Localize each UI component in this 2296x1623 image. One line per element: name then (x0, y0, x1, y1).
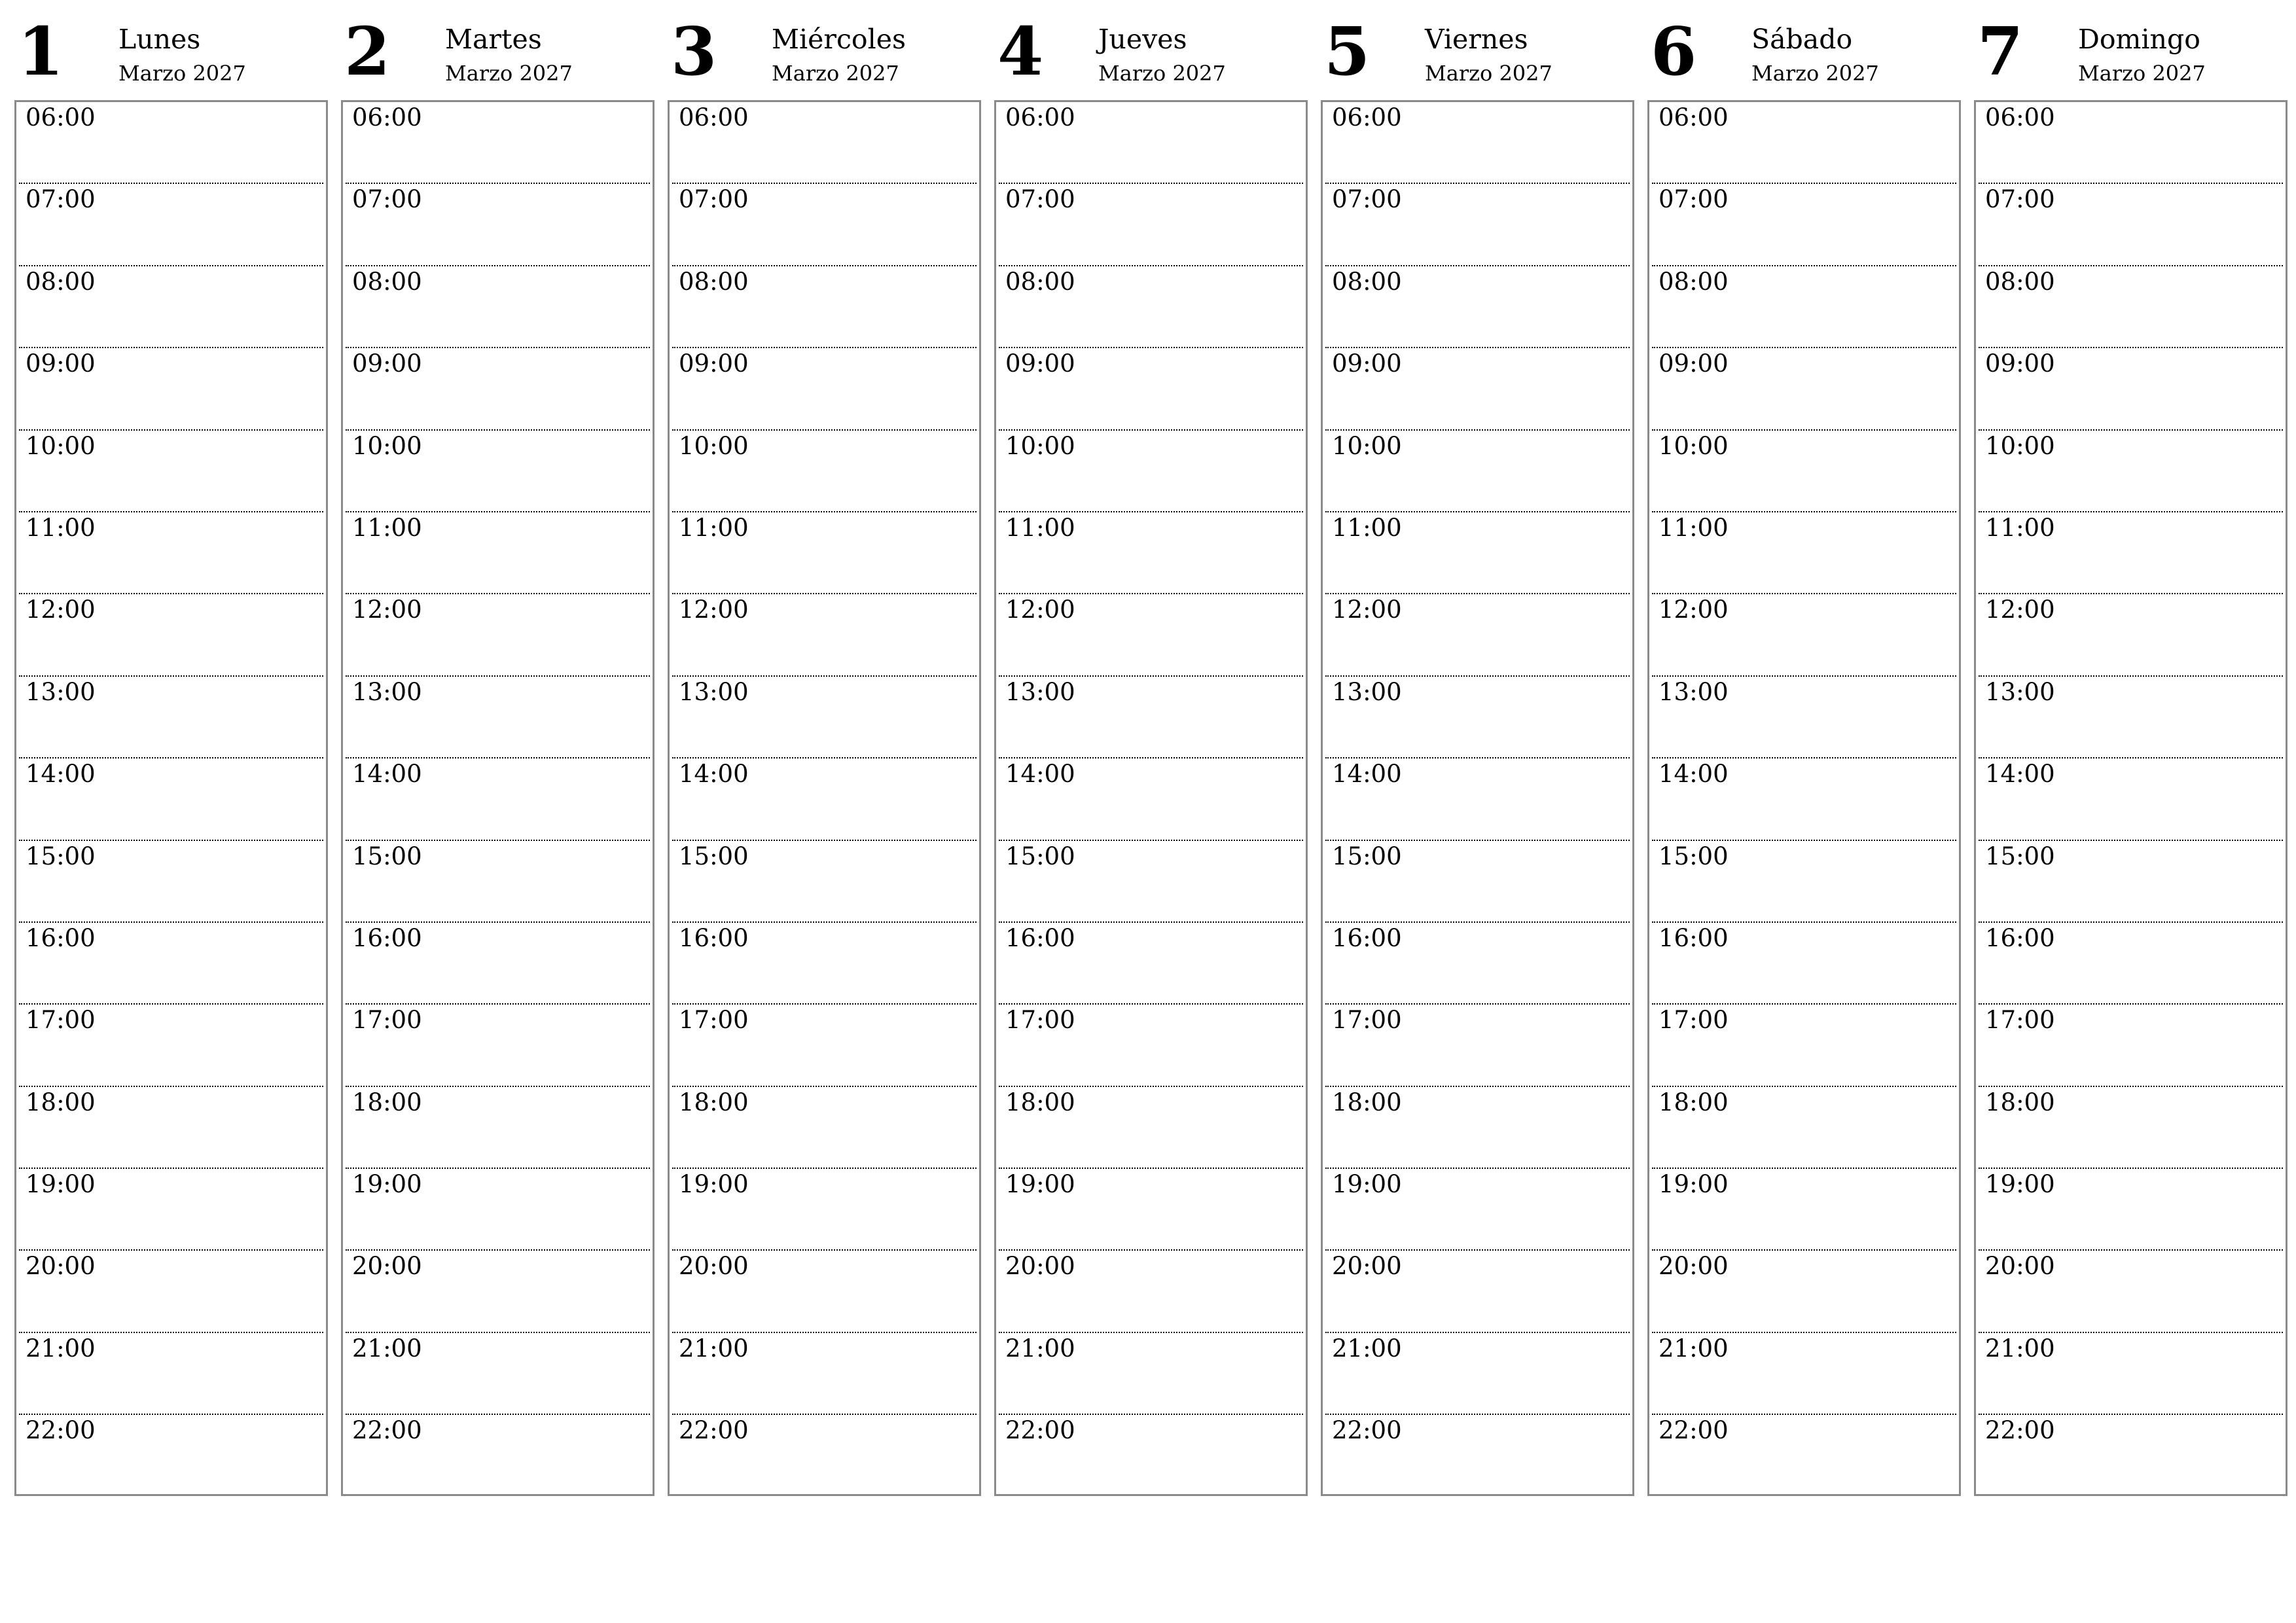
hour-slot[interactable] (1325, 1005, 1630, 1086)
hour-slot[interactable] (1325, 512, 1630, 594)
hour-slot[interactable] (1325, 923, 1630, 1005)
day-column-domingo (1974, 14, 2287, 1500)
hour-slot[interactable] (999, 184, 1303, 266)
hour-label: 15:00 (352, 842, 422, 870)
hour-label: 08:00 (1005, 267, 1075, 296)
hour-label: 22:00 (679, 1416, 749, 1445)
hour-slot[interactable] (672, 841, 977, 923)
hour-slot[interactable] (1979, 1087, 2283, 1169)
hour-label: 07:00 (26, 185, 96, 214)
hour-label: 12:00 (352, 596, 422, 624)
day-header (994, 14, 1308, 100)
hour-slot[interactable] (346, 1087, 650, 1169)
hour-slot[interactable] (346, 431, 650, 512)
hour-label: 12:00 (26, 596, 96, 624)
hour-slot[interactable] (1979, 758, 2283, 840)
hour-slot[interactable] (672, 1415, 977, 1497)
hour-label: 18:00 (1005, 1088, 1075, 1116)
hour-slot[interactable] (1979, 348, 2283, 430)
hour-slot[interactable] (19, 184, 323, 266)
hour-slot[interactable] (1325, 1169, 1630, 1251)
hour-label: 20:00 (1332, 1252, 1402, 1281)
hour-slot[interactable] (672, 512, 977, 594)
hour-slot[interactable] (19, 677, 323, 758)
hour-label: 15:00 (1332, 842, 1402, 870)
hour-slot[interactable] (999, 1087, 1303, 1169)
hour-label: 21:00 (1005, 1334, 1075, 1363)
hour-slot[interactable] (1652, 102, 1956, 184)
hour-label: 10:00 (679, 431, 749, 460)
day-name: Domingo (2078, 24, 2200, 55)
hour-label: 18:00 (26, 1088, 96, 1116)
day-name: Viernes (1425, 24, 1528, 55)
hour-label: 11:00 (352, 513, 422, 542)
month-label: Marzo 2027 (118, 61, 246, 86)
hour-label: 17:00 (1659, 1006, 1729, 1035)
day-column-lunes (14, 14, 328, 1500)
hour-label: 08:00 (1985, 267, 2055, 296)
hour-label: 06:00 (1332, 103, 1402, 132)
hour-slot[interactable] (1652, 1169, 1956, 1251)
hour-label: 14:00 (679, 760, 749, 789)
hour-slot[interactable] (999, 677, 1303, 758)
hour-label: 22:00 (1659, 1416, 1729, 1445)
hour-slot[interactable] (19, 512, 323, 594)
hour-slot[interactable] (672, 1169, 977, 1251)
hour-slot[interactable] (672, 266, 977, 348)
day-column-martes (341, 14, 655, 1500)
hour-label: 13:00 (1005, 677, 1075, 706)
hour-slot[interactable] (672, 1087, 977, 1169)
hour-label: 11:00 (679, 513, 749, 542)
hour-label: 21:00 (1985, 1334, 2055, 1363)
hour-label: 09:00 (1332, 349, 1402, 378)
hour-label: 06:00 (679, 103, 749, 132)
day-number: 2 (344, 12, 391, 90)
hour-grid-day-5 (1321, 100, 1634, 1496)
hour-slot[interactable] (19, 1087, 323, 1169)
hour-slot[interactable] (19, 102, 323, 184)
hour-label: 22:00 (26, 1416, 96, 1445)
hour-label: 10:00 (1332, 431, 1402, 460)
hour-slot[interactable] (1652, 594, 1956, 676)
hour-slot[interactable] (1652, 1087, 1956, 1169)
hour-slot[interactable] (672, 758, 977, 840)
day-number: 3 (671, 12, 717, 90)
hour-slot[interactable] (1979, 431, 2283, 512)
hour-slot[interactable] (1325, 184, 1630, 266)
hour-label: 09:00 (1005, 349, 1075, 378)
hour-label: 06:00 (26, 103, 96, 132)
hour-slot[interactable] (999, 841, 1303, 923)
hour-slot[interactable] (1652, 348, 1956, 430)
hour-label: 12:00 (1332, 596, 1402, 624)
hour-label: 16:00 (1005, 923, 1075, 952)
month-label: Marzo 2027 (1425, 61, 1552, 86)
hour-label: 13:00 (26, 677, 96, 706)
hour-label: 10:00 (26, 431, 96, 460)
hour-slot[interactable] (19, 1415, 323, 1497)
hour-slot[interactable] (1325, 1087, 1630, 1169)
hour-label: 21:00 (1659, 1334, 1729, 1363)
hour-label: 16:00 (1332, 923, 1402, 952)
hour-slot[interactable] (1979, 266, 2283, 348)
hour-slot[interactable] (672, 102, 977, 184)
hour-label: 22:00 (1005, 1416, 1075, 1445)
hour-label: 10:00 (352, 431, 422, 460)
hour-slot[interactable] (1325, 677, 1630, 758)
hour-slot[interactable] (1325, 1415, 1630, 1497)
day-column-viernes (1321, 14, 1634, 1500)
hour-label: 15:00 (26, 842, 96, 870)
hour-label: 10:00 (1659, 431, 1729, 460)
hour-slot[interactable] (346, 1169, 650, 1251)
hour-slot[interactable] (1652, 923, 1956, 1005)
day-number: 6 (1651, 12, 1697, 90)
hour-slot[interactable] (999, 1169, 1303, 1251)
hour-slot[interactable] (999, 431, 1303, 512)
hour-label: 18:00 (1332, 1088, 1402, 1116)
hour-label: 18:00 (1659, 1088, 1729, 1116)
day-number: 7 (1977, 12, 2024, 90)
hour-label: 21:00 (679, 1334, 749, 1363)
hour-label: 11:00 (1985, 513, 2055, 542)
hour-slot[interactable] (19, 431, 323, 512)
hour-slot[interactable] (672, 923, 977, 1005)
hour-label: 18:00 (679, 1088, 749, 1116)
hour-label: 11:00 (26, 513, 96, 542)
hour-label: 16:00 (1659, 923, 1729, 952)
hour-slot[interactable] (346, 594, 650, 676)
day-number: 4 (997, 12, 1044, 90)
hour-label: 16:00 (679, 923, 749, 952)
hour-label: 20:00 (26, 1252, 96, 1281)
hour-label: 07:00 (1005, 185, 1075, 214)
hour-label: 12:00 (1005, 596, 1075, 624)
hour-slot[interactable] (1979, 1251, 2283, 1332)
hour-grid-day-1 (14, 100, 328, 1496)
hour-slot[interactable] (1652, 431, 1956, 512)
hour-slot[interactable] (672, 431, 977, 512)
month-label: Marzo 2027 (772, 61, 899, 86)
hour-slot[interactable] (1979, 923, 2283, 1005)
hour-slot[interactable] (999, 512, 1303, 594)
hour-label: 11:00 (1005, 513, 1075, 542)
hour-grid-day-4 (994, 100, 1308, 1496)
hour-grid-day-7 (1974, 100, 2287, 1496)
hour-slot[interactable] (1979, 594, 2283, 676)
hour-label: 20:00 (1985, 1252, 2055, 1281)
hour-slot[interactable] (672, 1333, 977, 1415)
hour-slot[interactable] (1979, 1415, 2283, 1497)
hour-slot[interactable] (672, 677, 977, 758)
hour-slot[interactable] (1652, 1251, 1956, 1332)
hour-slot[interactable] (672, 1005, 977, 1086)
hour-slot[interactable] (1979, 1333, 2283, 1415)
hour-label: 19:00 (1659, 1170, 1729, 1199)
hour-slot[interactable] (1979, 1005, 2283, 1086)
hour-label: 19:00 (1005, 1170, 1075, 1199)
hour-label: 13:00 (679, 677, 749, 706)
hour-slot[interactable] (346, 677, 650, 758)
hour-grid-day-2 (341, 100, 655, 1496)
day-column-sabado (1647, 14, 1961, 1500)
hour-slot[interactable] (999, 1415, 1303, 1497)
hour-slot[interactable] (1979, 677, 2283, 758)
hour-slot[interactable] (1325, 348, 1630, 430)
hour-label: 11:00 (1659, 513, 1729, 542)
hour-label: 22:00 (352, 1416, 422, 1445)
hour-slot[interactable] (346, 1415, 650, 1497)
day-header (14, 14, 328, 100)
hour-slot[interactable] (672, 348, 977, 430)
hour-label: 07:00 (1332, 185, 1402, 214)
day-column-miercoles (668, 14, 981, 1500)
hour-slot[interactable] (19, 1169, 323, 1251)
hour-slot[interactable] (1979, 184, 2283, 266)
hour-slot[interactable] (1979, 512, 2283, 594)
hour-label: 12:00 (1659, 596, 1729, 624)
hour-slot[interactable] (19, 594, 323, 676)
hour-slot[interactable] (346, 758, 650, 840)
hour-label: 14:00 (1659, 760, 1729, 789)
hour-label: 19:00 (1985, 1170, 2055, 1199)
hour-label: 17:00 (1332, 1006, 1402, 1035)
hour-slot[interactable] (672, 594, 977, 676)
hour-label: 13:00 (1985, 677, 2055, 706)
hour-label: 16:00 (1985, 923, 2055, 952)
hour-label: 17:00 (352, 1006, 422, 1035)
hour-slot[interactable] (999, 923, 1303, 1005)
month-label: Marzo 2027 (445, 61, 573, 86)
hour-label: 09:00 (352, 349, 422, 378)
month-label: Marzo 2027 (2078, 61, 2206, 86)
hour-label: 07:00 (1659, 185, 1729, 214)
hour-label: 14:00 (1005, 760, 1075, 789)
hour-slot[interactable] (999, 1251, 1303, 1332)
hour-label: 09:00 (1985, 349, 2055, 378)
hour-slot[interactable] (19, 841, 323, 923)
hour-label: 19:00 (26, 1170, 96, 1199)
hour-label: 10:00 (1005, 431, 1075, 460)
hour-slot[interactable] (19, 348, 323, 430)
hour-slot[interactable] (346, 512, 650, 594)
hour-slot[interactable] (672, 1251, 977, 1332)
hour-slot[interactable] (1979, 841, 2283, 923)
hour-label: 22:00 (1985, 1416, 2055, 1445)
hour-slot[interactable] (1325, 1333, 1630, 1415)
hour-slot[interactable] (346, 841, 650, 923)
hour-label: 19:00 (352, 1170, 422, 1199)
hour-slot[interactable] (1652, 266, 1956, 348)
hour-slot[interactable] (999, 102, 1303, 184)
hour-slot[interactable] (999, 1005, 1303, 1086)
hour-slot[interactable] (1325, 841, 1630, 923)
hour-slot[interactable] (19, 758, 323, 840)
hour-label: 08:00 (1659, 267, 1729, 296)
hour-slot[interactable] (346, 923, 650, 1005)
day-header (1974, 14, 2287, 100)
hour-label: 20:00 (1659, 1252, 1729, 1281)
hour-label: 14:00 (1985, 760, 2055, 789)
hour-label: 12:00 (1985, 596, 2055, 624)
day-name: Miércoles (772, 24, 906, 55)
hour-slot[interactable] (1652, 1333, 1956, 1415)
hour-slot[interactable] (1652, 184, 1956, 266)
hour-label: 12:00 (679, 596, 749, 624)
hour-label: 14:00 (1332, 760, 1402, 789)
hour-label: 19:00 (1332, 1170, 1402, 1199)
day-column-jueves (994, 14, 1308, 1500)
day-header (341, 14, 655, 100)
hour-slot[interactable] (1652, 677, 1956, 758)
hour-label: 15:00 (1659, 842, 1729, 870)
hour-slot[interactable] (999, 758, 1303, 840)
hour-label: 18:00 (352, 1088, 422, 1116)
hour-slot[interactable] (346, 1005, 650, 1086)
weekly-planner (14, 14, 2283, 1500)
hour-label: 09:00 (679, 349, 749, 378)
hour-label: 17:00 (1985, 1006, 2055, 1035)
hour-slot[interactable] (672, 184, 977, 266)
hour-slot[interactable] (999, 266, 1303, 348)
hour-label: 07:00 (352, 185, 422, 214)
hour-label: 22:00 (1332, 1416, 1402, 1445)
hour-slot[interactable] (19, 923, 323, 1005)
hour-slot[interactable] (1325, 102, 1630, 184)
hour-slot[interactable] (19, 266, 323, 348)
hour-slot[interactable] (1652, 512, 1956, 594)
hour-slot[interactable] (999, 1333, 1303, 1415)
hour-label: 13:00 (1332, 677, 1402, 706)
hour-slot[interactable] (999, 348, 1303, 430)
hour-label: 21:00 (1332, 1334, 1402, 1363)
hour-slot[interactable] (1325, 758, 1630, 840)
hour-slot[interactable] (346, 102, 650, 184)
hour-slot[interactable] (346, 184, 650, 266)
month-label: Marzo 2027 (1098, 61, 1226, 86)
hour-label: 15:00 (1005, 842, 1075, 870)
hour-slot[interactable] (19, 1005, 323, 1086)
hour-slot[interactable] (346, 1251, 650, 1332)
day-header (1647, 14, 1961, 100)
hour-grid-day-3 (668, 100, 981, 1496)
hour-label: 10:00 (1985, 431, 2055, 460)
hour-label: 20:00 (679, 1252, 749, 1281)
hour-slot[interactable] (346, 1333, 650, 1415)
hour-label: 15:00 (1985, 842, 2055, 870)
day-number: 1 (18, 12, 64, 90)
hour-slot[interactable] (1652, 841, 1956, 923)
hour-label: 06:00 (1985, 103, 2055, 132)
hour-slot[interactable] (1979, 1169, 2283, 1251)
day-number: 5 (1324, 12, 1371, 90)
hour-slot[interactable] (1652, 1005, 1956, 1086)
hour-label: 06:00 (1659, 103, 1729, 132)
hour-label: 11:00 (1332, 513, 1402, 542)
hour-slot[interactable] (19, 1251, 323, 1332)
month-label: Marzo 2027 (1751, 61, 1879, 86)
day-header (668, 14, 981, 100)
hour-label: 19:00 (679, 1170, 749, 1199)
hour-label: 13:00 (1659, 677, 1729, 706)
hour-label: 06:00 (352, 103, 422, 132)
hour-slot[interactable] (1325, 431, 1630, 512)
hour-label: 09:00 (1659, 349, 1729, 378)
hour-slot[interactable] (19, 1333, 323, 1415)
hour-label: 20:00 (1005, 1252, 1075, 1281)
hour-label: 20:00 (352, 1252, 422, 1281)
hour-label: 16:00 (352, 923, 422, 952)
day-name: Sábado (1751, 24, 1853, 55)
hour-slot[interactable] (1325, 266, 1630, 348)
hour-slot[interactable] (1325, 1251, 1630, 1332)
hour-label: 16:00 (26, 923, 96, 952)
hour-label: 08:00 (26, 267, 96, 296)
hour-label: 14:00 (352, 760, 422, 789)
hour-label: 09:00 (26, 349, 96, 378)
hour-label: 07:00 (1985, 185, 2055, 214)
hour-grid-day-6 (1647, 100, 1961, 1496)
hour-label: 08:00 (352, 267, 422, 296)
day-name: Martes (445, 24, 542, 55)
hour-label: 13:00 (352, 677, 422, 706)
day-name: Jueves (1098, 24, 1187, 55)
hour-slot[interactable] (1979, 102, 2283, 184)
hour-label: 18:00 (1985, 1088, 2055, 1116)
hour-slot[interactable] (346, 266, 650, 348)
hour-label: 06:00 (1005, 103, 1075, 132)
hour-label: 14:00 (26, 760, 96, 789)
hour-label: 17:00 (679, 1006, 749, 1035)
hour-slot[interactable] (1652, 758, 1956, 840)
hour-label: 21:00 (26, 1334, 96, 1363)
hour-slot[interactable] (1652, 1415, 1956, 1497)
day-header (1321, 14, 1634, 100)
hour-label: 21:00 (352, 1334, 422, 1363)
hour-slot[interactable] (346, 348, 650, 430)
hour-label: 17:00 (26, 1006, 96, 1035)
hour-label: 08:00 (1332, 267, 1402, 296)
hour-label: 17:00 (1005, 1006, 1075, 1035)
hour-label: 15:00 (679, 842, 749, 870)
hour-slot[interactable] (999, 594, 1303, 676)
hour-slot[interactable] (1325, 594, 1630, 676)
hour-label: 08:00 (679, 267, 749, 296)
hour-label: 07:00 (679, 185, 749, 214)
day-name: Lunes (118, 24, 201, 55)
